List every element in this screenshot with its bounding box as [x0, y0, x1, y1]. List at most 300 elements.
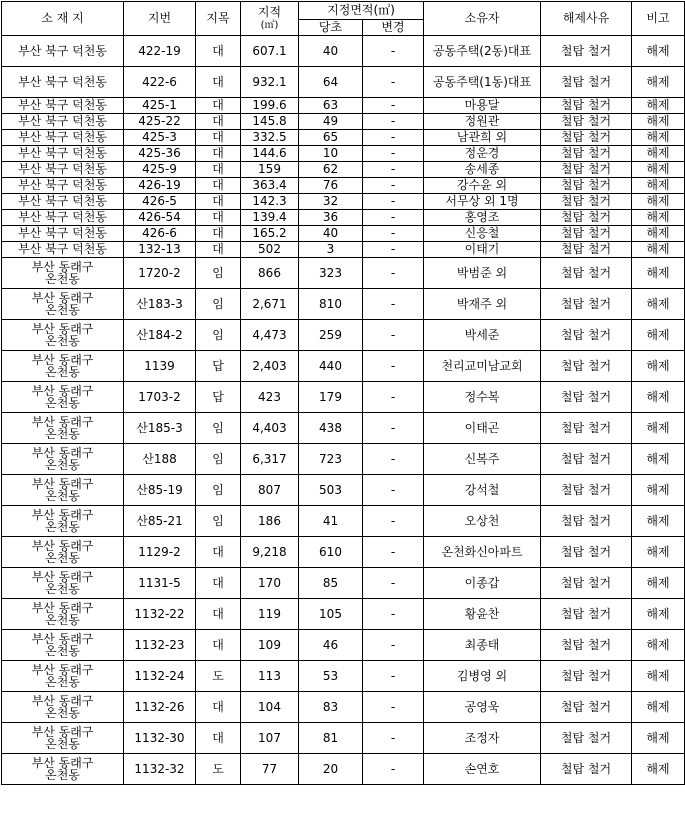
owner-cell: 황윤찬 — [424, 599, 541, 630]
area-cell: 165.2 — [241, 226, 299, 242]
table-row — [2, 351, 685, 382]
owner-text: 공동주택(1동)대표 — [432, 74, 532, 89]
location-line-1: 부산 동래구 — [31, 663, 94, 677]
reason-cell: 철탑 철거 — [541, 537, 632, 568]
note-cell: 해제 — [632, 537, 685, 568]
area-cell: 6,317 — [241, 444, 299, 475]
changed-area-cell: - — [363, 537, 424, 568]
changed-area-cell: - — [363, 661, 424, 692]
original-area-cell: 65 — [299, 130, 363, 146]
original-area-cell: 105 — [299, 599, 363, 630]
category-cell: 대 — [196, 537, 241, 568]
lot-cell: 산183-3 — [124, 289, 196, 320]
table-row — [2, 413, 685, 444]
header-area — [241, 2, 299, 36]
location-line-2: 온천동 — [45, 365, 80, 379]
area-cell: 159 — [241, 162, 299, 178]
category-cell: 임 — [196, 506, 241, 537]
table-row — [2, 226, 685, 242]
changed-area-cell: - — [363, 162, 424, 178]
lot-cell: 1132-23 — [124, 630, 196, 661]
changed-area-cell: - — [363, 754, 424, 785]
original-area-cell: 32 — [299, 194, 363, 210]
location-cell — [2, 754, 124, 785]
table-row — [2, 194, 685, 210]
reason-cell: 철탑 철거 — [541, 351, 632, 382]
table-row — [2, 475, 685, 506]
note-cell: 해제 — [632, 146, 685, 162]
owner-cell — [424, 67, 541, 98]
owner-cell: 이태기 — [424, 242, 541, 258]
location-line-1: 부산 동래구 — [31, 291, 94, 305]
category-cell: 대 — [196, 194, 241, 210]
area-cell: 423 — [241, 382, 299, 413]
location-cell — [2, 320, 124, 351]
area-cell: 142.3 — [241, 194, 299, 210]
changed-area-cell: - — [363, 242, 424, 258]
original-area-cell: 810 — [299, 289, 363, 320]
category-cell: 대 — [196, 630, 241, 661]
lot-cell: 1132-30 — [124, 723, 196, 754]
location-cell — [2, 599, 124, 630]
table-row — [2, 178, 685, 194]
category-cell: 대 — [196, 114, 241, 130]
area-cell: 77 — [241, 754, 299, 785]
original-area-cell: 41 — [299, 506, 363, 537]
lot-cell: 산85-21 — [124, 506, 196, 537]
reason-cell: 철탑 철거 — [541, 98, 632, 114]
owner-cell: 남관희 외 — [424, 130, 541, 146]
location-cell — [2, 351, 124, 382]
lot-cell: 426-6 — [124, 226, 196, 242]
owner-cell: 오상천 — [424, 506, 541, 537]
location-cell — [2, 537, 124, 568]
note-cell: 해제 — [632, 320, 685, 351]
note-cell: 해제 — [632, 226, 685, 242]
location-cell — [2, 661, 124, 692]
header-location: 소 재 지 — [2, 2, 124, 36]
changed-area-cell: - — [363, 178, 424, 194]
category-cell: 답 — [196, 351, 241, 382]
table-row — [2, 258, 685, 289]
lot-cell: 426-54 — [124, 210, 196, 226]
original-area-cell: 46 — [299, 630, 363, 661]
owner-cell — [424, 36, 541, 67]
area-cell: 104 — [241, 692, 299, 723]
original-area-cell: 323 — [299, 258, 363, 289]
note-cell: 해제 — [632, 67, 685, 98]
location-cell: 부산 북구 덕천동 — [2, 226, 124, 242]
original-area-cell: 40 — [299, 36, 363, 67]
area-cell: 145.8 — [241, 114, 299, 130]
owner-cell: 이태곤 — [424, 413, 541, 444]
location-line-2: 온천동 — [45, 458, 80, 472]
owner-cell: 박세준 — [424, 320, 541, 351]
reason-cell: 철탑 철거 — [541, 242, 632, 258]
release-table — [1, 1, 685, 785]
owner-text: 공동주택(2동)대표 — [432, 43, 532, 58]
changed-area-cell: - — [363, 114, 424, 130]
location-line-1: 부산 동래구 — [31, 539, 94, 553]
location-line-2: 온천동 — [45, 737, 80, 751]
changed-area-cell: - — [363, 444, 424, 475]
owner-cell: 최종태 — [424, 630, 541, 661]
owner-cell: 박범준 외 — [424, 258, 541, 289]
location-cell: 부산 북구 덕천동 — [2, 146, 124, 162]
lot-cell: 425-3 — [124, 130, 196, 146]
area-cell: 502 — [241, 242, 299, 258]
table-row — [2, 723, 685, 754]
location-line-2: 온천동 — [45, 427, 80, 441]
category-cell: 임 — [196, 258, 241, 289]
original-area-cell: 3 — [299, 242, 363, 258]
header-area-label: 지적 — [257, 4, 282, 19]
original-area-cell: 610 — [299, 537, 363, 568]
location-line-1: 부산 동래구 — [31, 508, 94, 522]
owner-cell: 이종갑 — [424, 568, 541, 599]
location-cell: 부산 북구 덕천동 — [2, 210, 124, 226]
note-cell: 해제 — [632, 630, 685, 661]
reason-cell: 철탑 철거 — [541, 146, 632, 162]
original-area-cell: 503 — [299, 475, 363, 506]
original-area-cell: 49 — [299, 114, 363, 130]
area-cell: 139.4 — [241, 210, 299, 226]
changed-area-cell: - — [363, 130, 424, 146]
category-cell: 대 — [196, 599, 241, 630]
lot-cell: 425-9 — [124, 162, 196, 178]
category-cell: 대 — [196, 130, 241, 146]
table-row — [2, 599, 685, 630]
reason-cell: 철탑 철거 — [541, 444, 632, 475]
owner-cell: 공영욱 — [424, 692, 541, 723]
location-line-2: 온천동 — [45, 396, 80, 410]
lot-cell: 425-1 — [124, 98, 196, 114]
table-row — [2, 537, 685, 568]
location-cell: 부산 북구 덕천동 — [2, 194, 124, 210]
location-cell: 부산 북구 덕천동 — [2, 162, 124, 178]
lot-cell: 1132-26 — [124, 692, 196, 723]
original-area-cell: 723 — [299, 444, 363, 475]
reason-cell: 철탑 철거 — [541, 226, 632, 242]
note-cell: 해제 — [632, 114, 685, 130]
reason-cell: 철탑 철거 — [541, 599, 632, 630]
location-line-1: 부산 동래구 — [31, 260, 94, 274]
changed-area-cell: - — [363, 568, 424, 599]
reason-cell: 철탑 철거 — [541, 194, 632, 210]
owner-cell: 천리교미남교회 — [424, 351, 541, 382]
category-cell: 대 — [196, 36, 241, 67]
table-row — [2, 568, 685, 599]
area-cell: 932.1 — [241, 67, 299, 98]
table-row — [2, 98, 685, 114]
changed-area-cell: - — [363, 210, 424, 226]
note-cell: 해제 — [632, 194, 685, 210]
reason-cell: 철탑 철거 — [541, 382, 632, 413]
reason-cell: 철탑 철거 — [541, 258, 632, 289]
category-cell: 대 — [196, 692, 241, 723]
note-cell: 해제 — [632, 382, 685, 413]
location-line-2: 온천동 — [45, 551, 80, 565]
location-line-2: 온천동 — [45, 768, 80, 782]
location-cell — [2, 444, 124, 475]
note-cell: 해제 — [632, 36, 685, 67]
changed-area-cell: - — [363, 723, 424, 754]
table-row — [2, 692, 685, 723]
lot-cell: 425-36 — [124, 146, 196, 162]
location-line-2: 온천동 — [45, 272, 80, 286]
lot-cell: 422-19 — [124, 36, 196, 67]
reason-cell: 철탑 철거 — [541, 210, 632, 226]
area-cell: 363.4 — [241, 178, 299, 194]
table-row — [2, 506, 685, 537]
lot-cell: 1132-22 — [124, 599, 196, 630]
changed-area-cell: - — [363, 475, 424, 506]
reason-cell: 철탑 철거 — [541, 36, 632, 67]
location-line-2: 온천동 — [45, 520, 80, 534]
changed-area-cell: - — [363, 194, 424, 210]
category-cell: 대 — [196, 723, 241, 754]
original-area-cell: 36 — [299, 210, 363, 226]
location-line-1: 부산 동래구 — [31, 570, 94, 584]
reason-cell: 철탑 철거 — [541, 568, 632, 599]
note-cell: 해제 — [632, 754, 685, 785]
location-cell — [2, 692, 124, 723]
location-line-2: 온천동 — [45, 303, 80, 317]
changed-area-cell: - — [363, 36, 424, 67]
location-cell — [2, 506, 124, 537]
reason-cell: 철탑 철거 — [541, 130, 632, 146]
location-cell — [2, 382, 124, 413]
original-area-cell: 179 — [299, 382, 363, 413]
location-line-2: 온천동 — [45, 706, 80, 720]
owner-cell: 손연호 — [424, 754, 541, 785]
note-cell: 해제 — [632, 444, 685, 475]
header-designated-area: 지정면적(㎡) — [299, 2, 424, 20]
area-cell: 866 — [241, 258, 299, 289]
note-cell: 해제 — [632, 506, 685, 537]
note-cell: 해제 — [632, 692, 685, 723]
location-cell: 부산 북구 덕천동 — [2, 67, 124, 98]
original-area-cell: 64 — [299, 67, 363, 98]
location-cell — [2, 413, 124, 444]
owner-cell: 서무상 외 1명 — [424, 194, 541, 210]
reason-cell: 철탑 철거 — [541, 178, 632, 194]
changed-area-cell: - — [363, 692, 424, 723]
owner-cell: 홍영조 — [424, 210, 541, 226]
header-lot: 지번 — [124, 2, 196, 36]
reason-cell: 철탑 철거 — [541, 114, 632, 130]
location-line-1: 부산 동래구 — [31, 756, 94, 770]
lot-cell: 1703-2 — [124, 382, 196, 413]
location-cell: 부산 북구 덕천동 — [2, 178, 124, 194]
category-cell: 임 — [196, 444, 241, 475]
table-row — [2, 146, 685, 162]
note-cell: 해제 — [632, 130, 685, 146]
original-area-cell: 438 — [299, 413, 363, 444]
note-cell: 해제 — [632, 599, 685, 630]
note-cell: 해제 — [632, 162, 685, 178]
table-row — [2, 130, 685, 146]
category-cell: 임 — [196, 413, 241, 444]
category-cell: 임 — [196, 289, 241, 320]
reason-cell: 철탑 철거 — [541, 692, 632, 723]
owner-cell: 조정자 — [424, 723, 541, 754]
location-line-1: 부산 동래구 — [31, 632, 94, 646]
lot-cell: 422-6 — [124, 67, 196, 98]
location-line-2: 온천동 — [45, 644, 80, 658]
changed-area-cell: - — [363, 226, 424, 242]
owner-cell: 박재주 외 — [424, 289, 541, 320]
changed-area-cell: - — [363, 98, 424, 114]
category-cell: 대 — [196, 178, 241, 194]
header-original: 당초 — [299, 20, 363, 36]
location-line-2: 온천동 — [45, 334, 80, 348]
location-line-1: 부산 동래구 — [31, 384, 94, 398]
lot-cell: 1129-2 — [124, 537, 196, 568]
owner-cell: 신응철 — [424, 226, 541, 242]
area-cell: 199.6 — [241, 98, 299, 114]
category-cell: 대 — [196, 568, 241, 599]
original-area-cell: 10 — [299, 146, 363, 162]
lot-cell: 산85-19 — [124, 475, 196, 506]
lot-cell: 산185-3 — [124, 413, 196, 444]
note-cell: 해제 — [632, 475, 685, 506]
changed-area-cell: - — [363, 67, 424, 98]
reason-cell: 철탑 철거 — [541, 67, 632, 98]
category-cell: 대 — [196, 98, 241, 114]
changed-area-cell: - — [363, 506, 424, 537]
area-cell: 109 — [241, 630, 299, 661]
owner-cell: 정수복 — [424, 382, 541, 413]
owner-cell: 김병영 외 — [424, 661, 541, 692]
note-cell: 해제 — [632, 98, 685, 114]
location-line-1: 부산 동래구 — [31, 477, 94, 491]
original-area-cell: 63 — [299, 98, 363, 114]
location-cell — [2, 723, 124, 754]
owner-cell: 송세종 — [424, 162, 541, 178]
original-area-cell: 81 — [299, 723, 363, 754]
note-cell: 해제 — [632, 661, 685, 692]
owner-cell: 정운경 — [424, 146, 541, 162]
note-cell: 해제 — [632, 178, 685, 194]
table-row — [2, 382, 685, 413]
reason-cell: 철탑 철거 — [541, 630, 632, 661]
category-cell: 대 — [196, 226, 241, 242]
changed-area-cell: - — [363, 351, 424, 382]
changed-area-cell: - — [363, 258, 424, 289]
owner-cell: 신복주 — [424, 444, 541, 475]
category-cell: 대 — [196, 242, 241, 258]
owner-cell: 마용달 — [424, 98, 541, 114]
original-area-cell: 40 — [299, 226, 363, 242]
area-cell: 332.5 — [241, 130, 299, 146]
location-cell: 부산 북구 덕천동 — [2, 36, 124, 67]
area-cell: 186 — [241, 506, 299, 537]
lot-cell: 132-13 — [124, 242, 196, 258]
reason-cell: 철탑 철거 — [541, 289, 632, 320]
changed-area-cell: - — [363, 413, 424, 444]
area-cell: 113 — [241, 661, 299, 692]
location-cell: 부산 북구 덕천동 — [2, 98, 124, 114]
category-cell: 임 — [196, 320, 241, 351]
location-cell — [2, 258, 124, 289]
original-area-cell: 53 — [299, 661, 363, 692]
area-cell: 144.6 — [241, 146, 299, 162]
header-reason: 해제사유 — [541, 2, 632, 36]
table-row — [2, 289, 685, 320]
area-cell: 2,671 — [241, 289, 299, 320]
lot-cell: 426-5 — [124, 194, 196, 210]
area-cell: 119 — [241, 599, 299, 630]
location-line-1: 부산 동래구 — [31, 446, 94, 460]
note-cell: 해제 — [632, 242, 685, 258]
area-cell: 4,403 — [241, 413, 299, 444]
location-line-1: 부산 동래구 — [31, 322, 94, 336]
table-row — [2, 210, 685, 226]
header-category: 지목 — [196, 2, 241, 36]
area-cell: 807 — [241, 475, 299, 506]
note-cell: 해제 — [632, 210, 685, 226]
table-row — [2, 661, 685, 692]
area-cell: 107 — [241, 723, 299, 754]
note-cell: 해제 — [632, 351, 685, 382]
changed-area-cell: - — [363, 630, 424, 661]
location-cell — [2, 475, 124, 506]
table-row — [2, 162, 685, 178]
area-cell: 170 — [241, 568, 299, 599]
table-body — [2, 36, 685, 785]
lot-cell: 산184-2 — [124, 320, 196, 351]
reason-cell: 철탑 철거 — [541, 162, 632, 178]
table-row — [2, 242, 685, 258]
location-line-1: 부산 동래구 — [31, 725, 94, 739]
category-cell: 임 — [196, 475, 241, 506]
location-cell — [2, 289, 124, 320]
owner-cell: 온천화신아파트 — [424, 537, 541, 568]
note-cell: 해제 — [632, 723, 685, 754]
area-cell: 2,403 — [241, 351, 299, 382]
table-row — [2, 630, 685, 661]
table-row — [2, 36, 685, 67]
note-cell: 해제 — [632, 289, 685, 320]
table-row — [2, 754, 685, 785]
category-cell: 대 — [196, 146, 241, 162]
area-cell: 4,473 — [241, 320, 299, 351]
changed-area-cell: - — [363, 289, 424, 320]
reason-cell: 철탑 철거 — [541, 754, 632, 785]
note-cell: 해제 — [632, 413, 685, 444]
original-area-cell: 76 — [299, 178, 363, 194]
area-cell: 607.1 — [241, 36, 299, 67]
table-row — [2, 114, 685, 130]
location-line-1: 부산 동래구 — [31, 353, 94, 367]
category-cell: 대 — [196, 162, 241, 178]
original-area-cell: 20 — [299, 754, 363, 785]
location-cell: 부산 북구 덕천동 — [2, 242, 124, 258]
category-cell: 도 — [196, 661, 241, 692]
location-line-1: 부산 동래구 — [31, 415, 94, 429]
category-cell: 대 — [196, 67, 241, 98]
location-line-2: 온천동 — [45, 675, 80, 689]
area-cell: 9,218 — [241, 537, 299, 568]
location-cell — [2, 568, 124, 599]
owner-cell: 강석철 — [424, 475, 541, 506]
table-row — [2, 444, 685, 475]
header-changed: 변경 — [363, 20, 424, 36]
lot-cell: 1139 — [124, 351, 196, 382]
changed-area-cell: - — [363, 320, 424, 351]
table-row — [2, 320, 685, 351]
